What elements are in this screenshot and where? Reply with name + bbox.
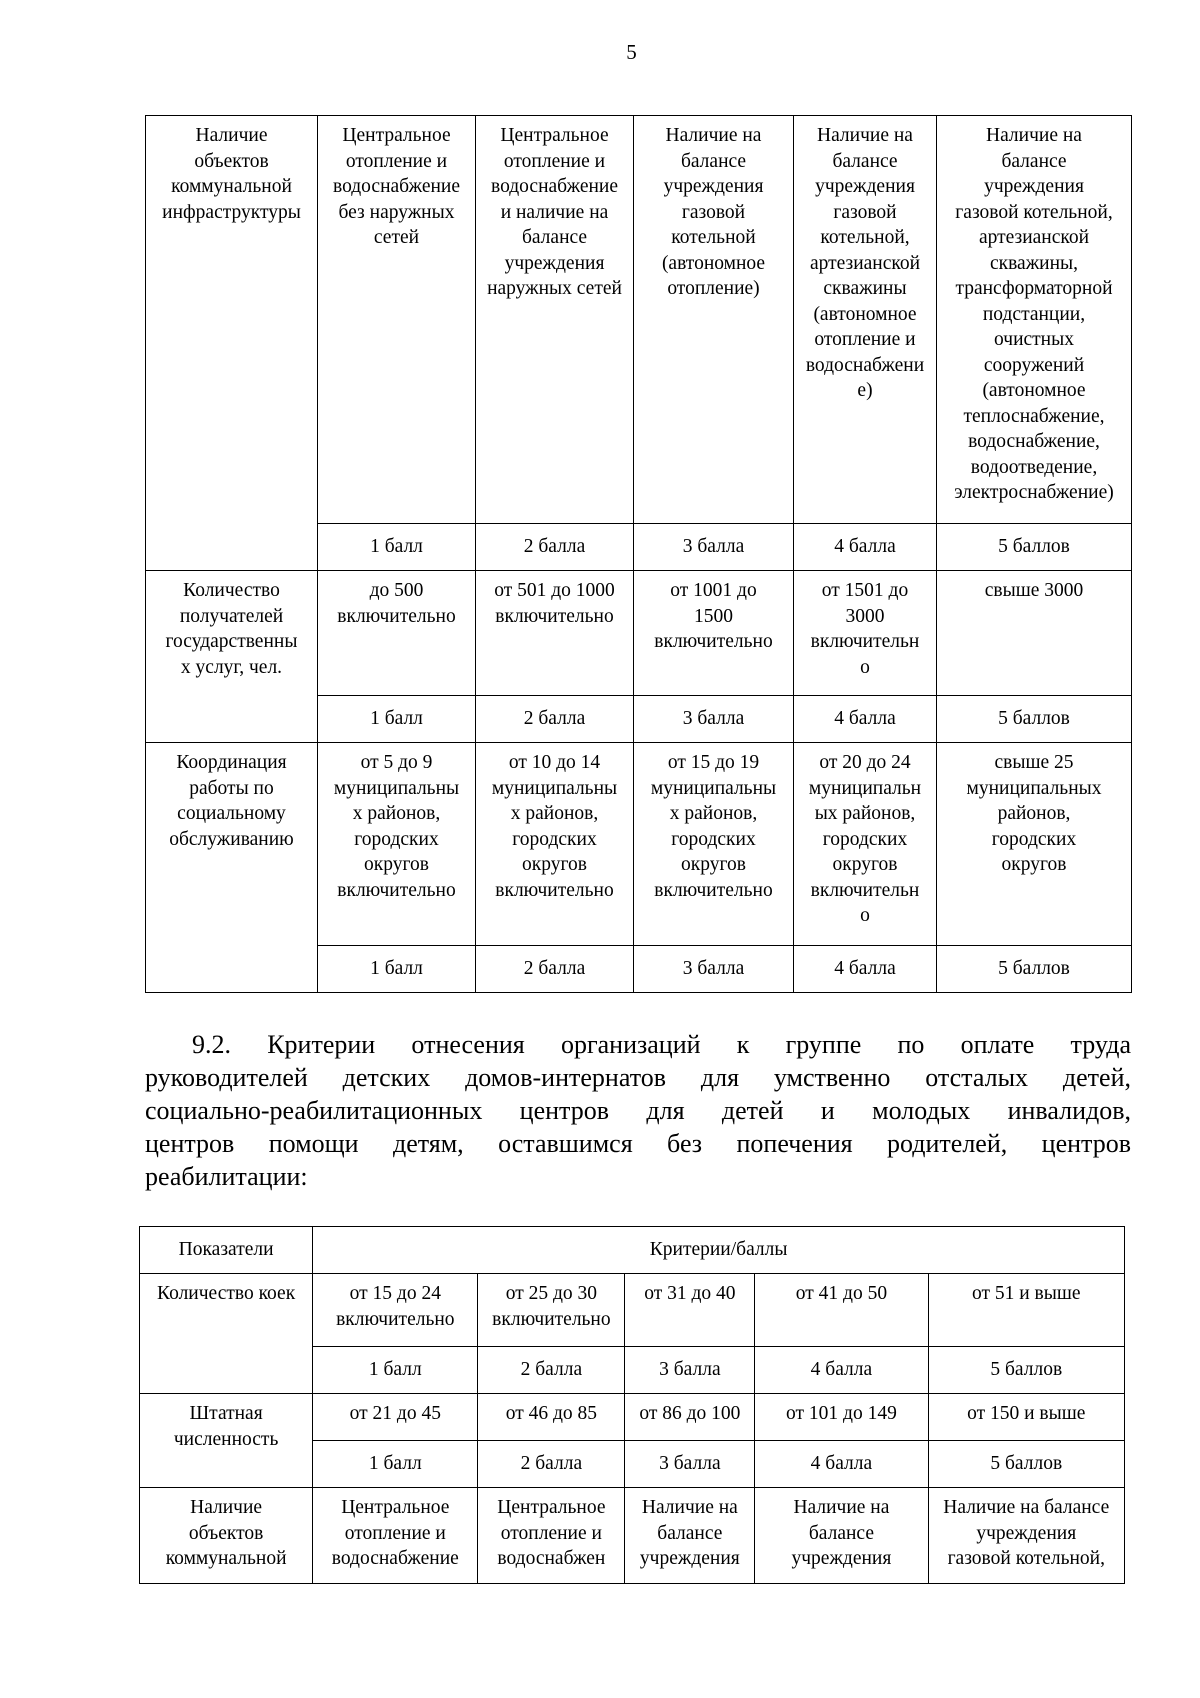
criterion-cell: от 20 до 24 муниципальн ых районов, городских округов включительн о [794, 743, 937, 946]
table-row [146, 571, 1132, 696]
table-row [146, 743, 1132, 946]
criterion-cell: от 15 до 19 муниципальны х районов, городских округов включительно [634, 743, 794, 946]
criteria-table-2 [139, 1226, 1125, 1584]
paragraph-line: центров помощи детям, оставшимся без попечения родителей, центров [145, 1129, 1131, 1158]
header-row [140, 1227, 1125, 1274]
table-row [146, 116, 1132, 524]
criterion-cell: от 15 до 24 включительно [313, 1274, 478, 1347]
criterion-cell: от 1501 до 3000 включительн о [794, 571, 937, 696]
criterion-cell: от 501 до 1000 включительно [476, 571, 634, 696]
criteria-table-1 [145, 115, 1132, 993]
section-paragraph [145, 1028, 1131, 1193]
criterion-cell: Наличие на балансе учреждения [625, 1488, 755, 1584]
page-number: 5 [626, 40, 637, 64]
score-cell: 4 балла [794, 696, 937, 743]
criterion-cell: Наличие на балансе учреждения газовой котельной, [928, 1488, 1124, 1584]
criterion-cell: от 5 до 9 муниципальны х районов, городских округов включительно [318, 743, 476, 946]
score-cell: 3 балла [625, 1347, 755, 1394]
criterion-cell: от 1001 до 1500 включительно [634, 571, 794, 696]
indicator-cell: Штатная численность [140, 1394, 313, 1488]
paragraph-line: социально-реабилитационных центров для детей и молодых инвалидов, [145, 1096, 1131, 1125]
score-cell: 4 балла [755, 1347, 928, 1394]
score-cell: 1 балл [318, 946, 476, 993]
criterion-cell: от 51 и выше [928, 1274, 1124, 1347]
criterion-cell: до 500 включительно [318, 571, 476, 696]
indicator-cell: Координация работы по социальному обслуживанию [146, 743, 318, 993]
table-row [140, 1488, 1125, 1584]
criterion-cell: Наличие на балансе учреждения газовой котельной (автономное отопление) [634, 116, 794, 524]
score-cell: 1 балл [313, 1347, 478, 1394]
criterion-cell: свыше 3000 [937, 571, 1132, 696]
criterion-cell: Наличие на балансе учреждения газовой котельной, артезианской скважины, трансформаторной подстанции, очистных сооружений (автономное теплоснабжение, водоснабжение, водоотведение, электроснабжение) [937, 116, 1132, 524]
criterion-cell: от 41 до 50 [755, 1274, 928, 1347]
indicator-cell: Количество получателей государственны х услуг, чел. [146, 571, 318, 743]
criterion-cell: Центральное отопление и водоснабжен [478, 1488, 625, 1584]
score-cell: 3 балла [634, 696, 794, 743]
criterion-cell: Наличие на балансе учреждения газовой котельной, артезианской скважины (автономное отопление и водоснабжени е) [794, 116, 937, 524]
score-cell: 1 балл [318, 524, 476, 571]
score-cell: 2 балла [478, 1347, 625, 1394]
score-cell: 4 балла [794, 524, 937, 571]
criterion-cell: от 150 и выше [928, 1394, 1124, 1441]
score-cell: 5 баллов [937, 524, 1132, 571]
criterion-cell: от 46 до 85 [478, 1394, 625, 1441]
criterion-cell: Центральное отопление и водоснабжение и наличие на балансе учреждения наружных сетей [476, 116, 634, 524]
criteria-header: Критерии/баллы [313, 1227, 1125, 1274]
criterion-cell: от 21 до 45 [313, 1394, 478, 1441]
score-cell: 1 балл [313, 1441, 478, 1488]
paragraph-line: руководителей детских домов-интернатов для умственно отсталых детей, [145, 1063, 1131, 1092]
score-cell: 2 балла [476, 696, 634, 743]
score-cell: 3 балла [634, 946, 794, 993]
criterion-cell: от 86 до 100 [625, 1394, 755, 1441]
score-cell: 3 балла [625, 1441, 755, 1488]
criterion-cell: от 25 до 30 включительно [478, 1274, 625, 1347]
criterion-cell: от 10 до 14 муниципальны х районов, городских округов включительно [476, 743, 634, 946]
score-cell: 2 балла [476, 524, 634, 571]
score-cell: 2 балла [478, 1441, 625, 1488]
criterion-cell: Центральное отопление и водоснабжение без наружных сетей [318, 116, 476, 524]
criterion-cell: от 101 до 149 [755, 1394, 928, 1441]
score-cell: 4 балла [755, 1441, 928, 1488]
indicators-header: Показатели [140, 1227, 313, 1274]
indicator-cell: Количество коек [140, 1274, 313, 1394]
indicator-cell: Наличие объектов коммунальной инфраструктуры [146, 116, 318, 571]
criterion-cell: свыше 25 муниципальных районов, городских округов [937, 743, 1132, 946]
criterion-cell: от 31 до 40 [625, 1274, 755, 1347]
criterion-cell: Центральное отопление и водоснабжение [313, 1488, 478, 1584]
table-row [140, 1274, 1125, 1347]
score-cell: 5 баллов [937, 696, 1132, 743]
paragraph-line: 9.2. Критерии отнесения организаций к группе по оплате труда [192, 1030, 1131, 1059]
score-cell: 4 балла [794, 946, 937, 993]
score-cell: 1 балл [318, 696, 476, 743]
score-cell: 5 баллов [928, 1347, 1124, 1394]
indicator-cell: Наличие объектов коммунальной [140, 1488, 313, 1584]
score-cell: 2 балла [476, 946, 634, 993]
criterion-cell: Наличие на балансе учреждения [755, 1488, 928, 1584]
score-cell: 5 баллов [937, 946, 1132, 993]
score-cell: 5 баллов [928, 1441, 1124, 1488]
table-row [140, 1394, 1125, 1441]
score-cell: 3 балла [634, 524, 794, 571]
paragraph-line: реабилитации: [145, 1162, 308, 1191]
